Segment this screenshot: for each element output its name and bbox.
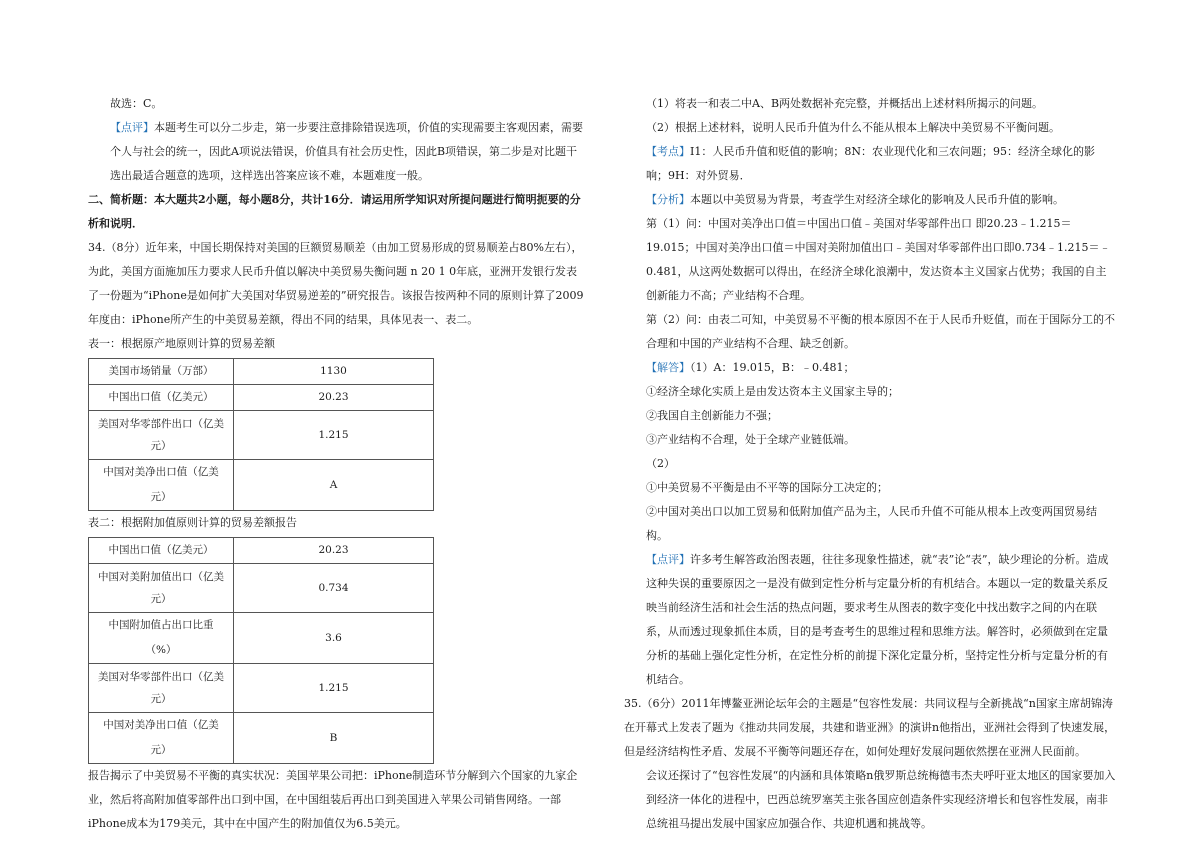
comment-paragraph bbox=[88, 116, 588, 188]
answer-point: ①经济全球化实质上是由发达资本主义国家主导的； bbox=[646, 385, 899, 398]
report-paragraph: 报告揭示了中美贸易不平衡的真实状况：美国苹果公司把：iPhone制造环节分解到六个国家的九家企业，然后将高附加值零部件出口到中国，在中国组装后再出口到美国进入苹果公司销售网络。一部iPhone成本为179美元，其中在中国产生的附加值仅为6.5美元。 bbox=[88, 769, 578, 830]
table-row bbox=[89, 664, 434, 713]
table-cell-label: 中国出口值（亿美元） bbox=[89, 385, 234, 411]
table-row bbox=[89, 713, 434, 764]
fenxi-text: 本题以中美贸易为背景，考查学生对经济全球化的影响及人民币升值的影响。 bbox=[690, 193, 1064, 206]
comment2-paragraph bbox=[624, 548, 1116, 692]
table-cell-value: 3.6 bbox=[234, 613, 434, 664]
table-row bbox=[89, 460, 434, 511]
table-cell-label: 中国出口值（亿美元） bbox=[89, 538, 234, 564]
comment-tag: 【点评】 bbox=[110, 121, 154, 134]
table-cell-label: 中国对美附加值出口（亿美元） bbox=[89, 564, 234, 613]
table-cell-label: 中国对美净出口值（亿美元） bbox=[89, 713, 234, 764]
kaodian-text: I1：人民币升值和贬值的影响；8N：农业现代化和三农问题；95：经济全球化的影响；9H：对外贸易． bbox=[646, 145, 1095, 182]
table2-caption: 表二：根据附加值原则计算的贸易差额报告 bbox=[88, 516, 297, 529]
answer-point: ②我国自主创新能力不强； bbox=[646, 409, 778, 422]
table-row bbox=[89, 538, 434, 564]
comment2-tag: 【点评】 bbox=[646, 553, 690, 566]
answer-point: ②中国对美出口以加工贸易和低附加值产品为主，人民币升值不可能从根本上改变两国贸易结构。 bbox=[646, 505, 1097, 542]
table-row bbox=[89, 359, 434, 385]
question-35-continued: 会议还探讨了“包容性发展“的内涵和具体策略n俄罗斯总统梅德韦杰夫呼吁亚太地区的国家要加入到经济一体化的进程中，巴西总统罗塞芙主张各国应创造条件实现经济增长和包容性发展，南非总统祖马提出发展中国家应加强合作、共迎机遇和挑战等。 bbox=[646, 769, 1116, 830]
answer-point: ③产业结构不合理，处于全球产业链低端。 bbox=[646, 433, 855, 446]
question-35: 35.（6分）2011年博鳌亚洲论坛年会的主题是“包容性发展：共同议程与全新挑战“n国家主席胡锦涛在开幕式上发表了题为《推动共同发展，共建和谐亚洲》的演讲n他指出，亚洲社会得到了快速发展，但是经济结构性矛盾、发展不平衡等问题还存在，如何处理好发展问题依然摆在亚洲人民面前。 bbox=[624, 697, 1116, 758]
table-cell-label: 中国附加值占出口比重（%） bbox=[89, 613, 234, 664]
kaodian-paragraph bbox=[624, 140, 1116, 188]
kaodian-tag: 【考点】 bbox=[646, 145, 690, 158]
answer-part2-label: （2） bbox=[646, 457, 675, 470]
table-cell-value: 1.215 bbox=[234, 664, 434, 713]
table-cell-label: 美国对华零部件出口（亿美元） bbox=[89, 664, 234, 713]
table-cell-value: B bbox=[234, 713, 434, 764]
comment-text: 本题考生可以分二步走，第一步要注意排除错误选项，价值的实现需要主客观因素，需要个人与社会的统一，因此A项说法错误，价值具有社会历史性，因此B项错误，第二步是对比题干选出最适合题意的选项，这样选出答案应该不难，本题难度一般。 bbox=[110, 121, 583, 182]
table-row bbox=[89, 564, 434, 613]
answer-point: ①中美贸易不平衡是由不平等的国际分工决定的； bbox=[646, 481, 888, 494]
fenxi-tag: 【分析】 bbox=[646, 193, 690, 206]
table1 bbox=[88, 358, 434, 511]
jieda-text: （1）A：19.015，B：﹣0.481； bbox=[690, 361, 855, 374]
right-column bbox=[624, 92, 1116, 836]
comment2-text: 许多考生解答政治图表题，往往多现象性描述，就“表”论“表”，缺少理论的分析。造成这种失误的重要原因之一是没有做到定性分析与定量分析的有机结合。本题以一定的数量关系反映当前经济生活和社会生活的热点问题，要求考生从图表的数字变化中找出数字之间的内在联系，从而透过现象抓住本质，目的是考查考生的思维过程和思维方法。解答时，必须做到在定量分析的基础上强化定性分析，在定性分析的前提下深化定量分析，坚持定性分析与定量分析的有机结合。 bbox=[646, 553, 1109, 686]
answer-line: 故选：C。 bbox=[110, 97, 163, 110]
jieda-tag: 【解答】 bbox=[646, 361, 690, 374]
question-34-part2: （2）根据上述材料，说明人民币升值为什么不能从根本上解决中美贸易不平衡问题。 bbox=[646, 121, 1060, 134]
table-cell-value: 1130 bbox=[234, 359, 434, 385]
table-row bbox=[89, 411, 434, 460]
analysis-step1: 第（1）问：中国对美净出口值＝中国出口值﹣美国对华零部件出口 即20.23﹣1.215＝19.015；中国对美净出口值＝中国对美附加值出口﹣美国对华零部件出口即0.734﹣1.215＝﹣0.481，从这两处数据可以得出，在经济全球化浪潮中，发达资本主义国家占优势；我国的自主创新能力不高；产业结构不合理。 bbox=[646, 217, 1111, 302]
table-row bbox=[89, 613, 434, 664]
table-cell-value: 0.734 bbox=[234, 564, 434, 613]
jieda-paragraph bbox=[624, 356, 1116, 380]
table-cell-label: 美国市场销量（万部） bbox=[89, 359, 234, 385]
table2 bbox=[88, 537, 434, 764]
table-cell-value: 20.23 bbox=[234, 538, 434, 564]
section-heading: 二、简析题：本大题共2小题，每小题8分，共计16分．请运用所学知识对所提问题进行简明扼要的分析和说明． bbox=[88, 193, 581, 230]
question-34-part1: （1）将表一和表二中A、B两处数据补充完整，并概括出上述材料所揭示的问题。 bbox=[646, 97, 1044, 110]
left-column bbox=[88, 92, 588, 836]
table1-caption: 表一：根据原产地原则计算的贸易差额 bbox=[88, 337, 275, 350]
fenxi-paragraph bbox=[624, 188, 1116, 212]
table-cell-value: 1.215 bbox=[234, 411, 434, 460]
analysis-step2: 第（2）问：由表二可知，中美贸易不平衡的根本原因不在于人民币升贬值，而在于国际分工的不合理和中国的产业结构不合理、缺乏创新。 bbox=[646, 313, 1115, 350]
question-34-intro: 34.（8分）近年来，中国长期保持对美国的巨额贸易顺差（由加工贸易形成的贸易顺差占80%左右），为此，美国方面施加压力要求人民币升值以解决中美贸易失衡问题 n 20 1 0年底，亚洲开发银行发表了一份题为“iPhone是如何扩大美国对华贸易逆差的”研究报告。该报告按两种不同的原则计算了2009年度由：iPhone所产生的中美贸易差额，得出不同的结果，具体见表一、表二。 bbox=[88, 241, 584, 326]
table-row bbox=[89, 385, 434, 411]
table-cell-value: A bbox=[234, 460, 434, 511]
table-cell-label: 中国对美净出口值（亿美元） bbox=[89, 460, 234, 511]
table-cell-label: 美国对华零部件出口（亿美元） bbox=[89, 411, 234, 460]
table-cell-value: 20.23 bbox=[234, 385, 434, 411]
